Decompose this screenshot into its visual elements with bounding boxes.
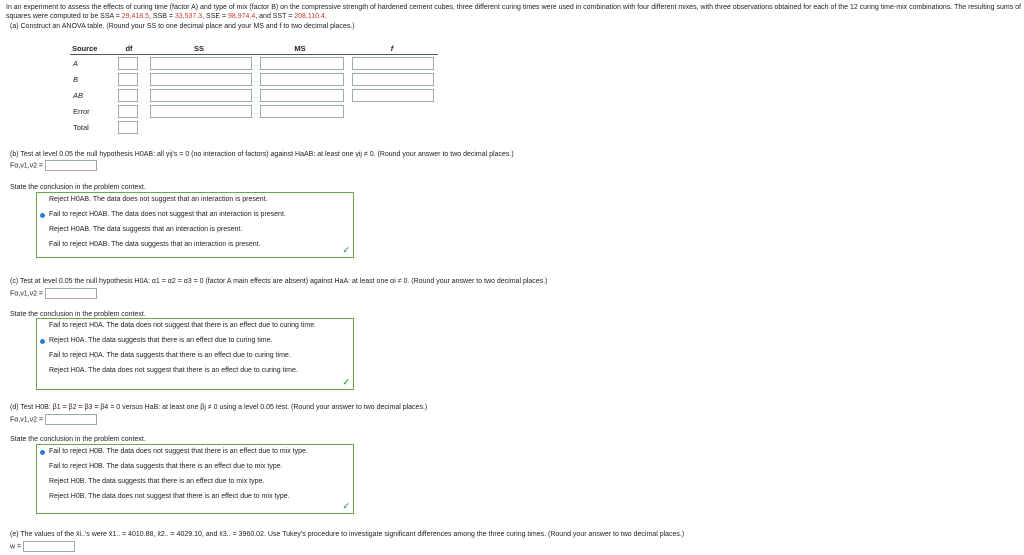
df-input-error[interactable]: [118, 105, 138, 118]
part-b-options: [36, 192, 354, 258]
ssb-value: 33,537.3: [174, 13, 203, 20]
ms-input-ab[interactable]: [260, 89, 344, 102]
problem-intro: In an experiment to assess the effects of curing time (factor A) and type of mix (factor B) on the compressive strength of hardened cement cubes, three different curing times were used in combination with four different mixes, with three observations obtained for each of the 12 curing time-mix combinations. The resulting sums of squares were computed to be SSA = 29,418.5, SSB = 33,537.3, SSE = 98,974.4, and SST = 208,110.4.: [6, 4, 1021, 20]
part-b-option-4[interactable]: Fail to reject H0AB. The data suggests that an interaction is present.: [49, 241, 261, 248]
table-row: AB: [70, 87, 438, 103]
part-b-state-label: State the conclusion in the problem context.: [10, 184, 146, 191]
part-b-option-2[interactable]: Fail to reject H0AB. The data does not suggest that an interaction is present.: [49, 211, 286, 218]
df-input-ab[interactable]: [118, 89, 138, 102]
part-b-option-3[interactable]: Reject H0AB. The data suggests that an interaction is present.: [49, 226, 243, 233]
header-df: df: [114, 43, 144, 55]
part-b-option-1[interactable]: Reject H0AB. The data does not suggest that an interaction is present.: [49, 196, 268, 203]
checkmark-icon: ✓: [342, 501, 350, 511]
df-input-b[interactable]: [118, 73, 138, 86]
part-a-prompt: (a) Construct an ANOVA table. (Round your SS to one decimal place and your MS and f to two decimal places.): [10, 23, 355, 30]
part-d-option-2[interactable]: Fail to reject H0B. The data suggests that there is an effect due to mix type.: [49, 463, 283, 470]
header-ss: SS: [144, 43, 254, 55]
header-ms: MS: [254, 43, 346, 55]
ss-input-error[interactable]: [150, 105, 252, 118]
part-c-option-4[interactable]: Reject H0A. The data does not suggest that there is an effect due to curing time.: [49, 367, 298, 374]
part-d-option-4[interactable]: Reject H0B. The data does not suggest that there is an effect due to mix type.: [49, 493, 290, 500]
selected-radio-icon: [40, 213, 45, 218]
part-c-state-label: State the conclusion in the problem context.: [10, 311, 146, 318]
checkmark-icon: ✓: [342, 377, 350, 387]
sst-value: 208,110.4: [294, 13, 325, 20]
selected-radio-icon: [40, 339, 45, 344]
part-d-f-answer: Fα,ν1,ν2 =: [10, 414, 97, 425]
part-b-f-answer: Fα,ν1,ν2 =: [10, 160, 97, 171]
f-critical-input-c[interactable]: [45, 288, 97, 299]
part-e-w-answer: w =: [10, 541, 75, 552]
ms-input-a[interactable]: [260, 57, 344, 70]
sse-value: 98,974.4: [228, 13, 256, 20]
checkmark-icon: ✓: [342, 245, 350, 255]
selected-radio-icon: [40, 450, 45, 455]
df-input-total[interactable]: [118, 121, 138, 134]
part-b-prompt: (b) Test at level 0.05 the null hypothesis H0AB: all γij's = 0 (no interaction of factors) against HaAB: at least one γij ≠ 0. (Round your answer to two decimal places.): [10, 151, 514, 158]
ss-input-ab[interactable]: [150, 89, 252, 102]
part-d-option-3[interactable]: Reject H0B. The data suggests that there is an effect due to mix type.: [49, 478, 265, 485]
f-input-ab[interactable]: [352, 89, 434, 102]
header-f: f: [346, 43, 438, 55]
table-row: B: [70, 71, 438, 87]
part-e-prompt: (e) The values of the x̄i..'s were x̄1.. = 4010.88, x̄2.. = 4029.10, and x̄3.. = 3960.02. Use Tukey's procedure to investigate significant differences among the three curing times. (Round your answer to two decimal places.): [10, 531, 685, 538]
f-input-a[interactable]: [352, 57, 434, 70]
ss-input-b[interactable]: [150, 73, 252, 86]
ss-input-a[interactable]: [150, 57, 252, 70]
part-d-prompt: (d) Test H0B: β1 = β2 = β3 = β4 = 0 versus HaB: at least one βj ≠ 0 using a level 0.05 test. (Round your answer to two decimal places.): [10, 404, 428, 411]
part-d-state-label: State the conclusion in the problem context.: [10, 436, 146, 443]
ms-input-b[interactable]: [260, 73, 344, 86]
df-input-a[interactable]: [118, 57, 138, 70]
w-input[interactable]: [23, 541, 75, 552]
part-d-options: [36, 444, 354, 514]
part-c-option-3[interactable]: Fail to reject H0A. The data suggests that there is an effect due to curing time.: [49, 352, 291, 359]
f-critical-input-b[interactable]: [45, 160, 97, 171]
ms-input-error[interactable]: [260, 105, 344, 118]
f-critical-input-d[interactable]: [45, 414, 97, 425]
part-d-option-1[interactable]: Fail to reject H0B. The data does not suggest that there is an effect due to mix type.: [49, 448, 308, 455]
part-c-options: [36, 318, 354, 390]
ssa-value: 29,418.5: [121, 13, 150, 20]
anova-table: [70, 43, 438, 135]
header-source: Source: [70, 43, 114, 55]
table-row: A: [70, 55, 438, 72]
part-c-option-2[interactable]: Reject H0A. The data suggests that there is an effect due to curing time.: [49, 337, 272, 344]
table-row: Total: [70, 119, 438, 135]
table-row: Error: [70, 103, 438, 119]
part-c-option-1[interactable]: Fail to reject H0A. The data does not suggest that there is an effect due to curing time.: [49, 322, 317, 329]
f-input-b[interactable]: [352, 73, 434, 86]
part-c-f-answer: Fα,ν1,ν2 =: [10, 288, 97, 299]
part-c-prompt: (c) Test at level 0.05 the null hypothesis H0A: α1 = α2 = α3 = 0 (factor A main effects are absent) against HaA: at least one αi ≠ 0. (Round your answer to two decimal places.): [10, 278, 548, 285]
